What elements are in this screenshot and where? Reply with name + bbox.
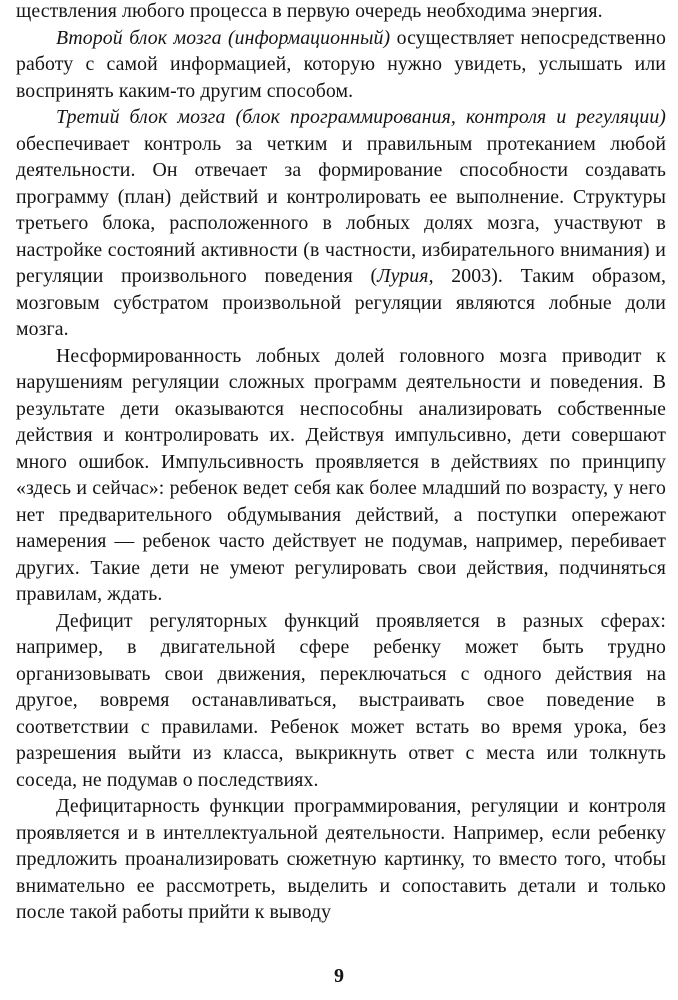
- paragraph-text: Дефицит регуляторных функций проявляется в разных сферах: например, в двигательной сфере ребенку может быть трудно организовывать свои движения, переключаться с одного действия на другое, вовремя останавливаться, выстраивать свое поведение в соответствии с правилами. Ребенок может встать во время урока, без разрешения выйти из класса, выкрикнуть ответ с места или толкнуть соседа, не подумав о последствиях.: [16, 609, 666, 791]
- paragraph-2: [16, 25, 666, 105]
- paragraph-text: обеспечивает контроль за четким и правильным протеканием любой деятельности. Он отвечает за формирование способности создавать программу (план) действий и контролировать ее выполнение. Структуры третьего блока, расположенного в лобных долях мозга, участвуют в настройке состояний активности (в частности, избирательного внимания) и регуляции произвольного поведения (: [16, 132, 666, 287]
- paragraph-text: ществления любого процесса в первую очередь необходима энергия.: [16, 0, 603, 22]
- paragraph-5: [16, 608, 666, 794]
- paragraph-text: Дефицитарность функции программирования, регуляции и контроля проявляется и в интеллектуальной деятельности. Например, если ребенку предложить проанализировать сюжетную картинку, то вместо того, чтобы внимательно ее рассмотреть, выделить и сопоставить детали и только после такой работы прийти к выводу: [16, 795, 666, 923]
- paragraph-tail: , 2003). Таким образом, мозговым субстратом произвольной регуляции являются лобные доли мозга.: [16, 265, 666, 340]
- paragraph-4: [16, 343, 666, 608]
- paragraph-3: [16, 104, 666, 343]
- paragraph-6: [16, 793, 666, 926]
- paragraph-text: Несформированность лобных долей головного мозга приводит к нарушениям регуляции сложных программ деятельности и поведения. В результате дети оказываются неспособны анализировать собственные действия и контролировать их. Действуя импульсивно, дети совершают много ошибок. Импульсивность проявляется в действиях по принципу «здесь и сейчас»: ребенок ведет себя как более младший по возрасту, у него нет предварительного обдумывания действий, а поступки опережают намерения — ребенок часто действует не подумав, например, перебивает других. Такие дети не умеют регулировать свои действия, подчиняться правилам, ждать.: [16, 344, 666, 605]
- paragraph-lead-italic: Второй блок мозга (информационный): [56, 26, 391, 49]
- page-number: 9: [334, 965, 344, 987]
- body-text: [16, 0, 666, 926]
- citation-author: Лурия: [377, 265, 429, 287]
- paragraph-1: [16, 0, 666, 25]
- paragraph-text: осуществляет непосредственно работу с самой информацией, которую нужно увидеть, услышать или воспринять каким-то другим способом.: [16, 26, 666, 102]
- paragraph-lead-italic: Третий блок мозга (блок программирования, контроля и регуляции): [56, 106, 666, 128]
